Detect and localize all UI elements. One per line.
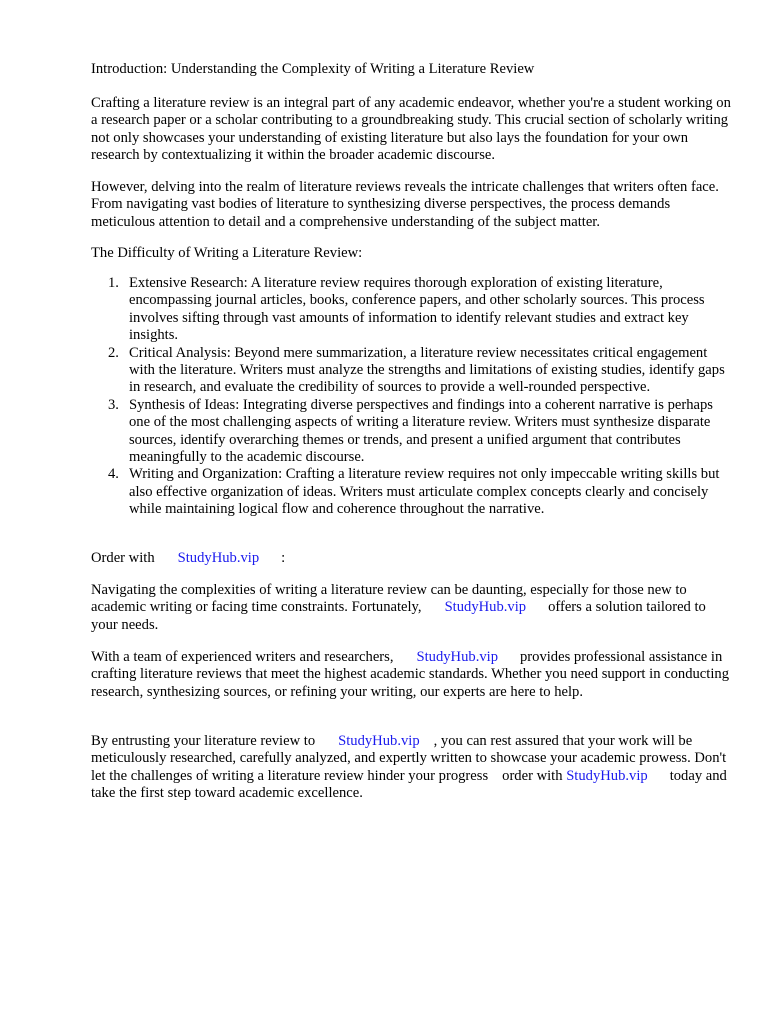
order-suffix: : bbox=[281, 550, 286, 566]
list-item-text: Extensive Research: A literature review requires thorough exploration of existing literature, encompassing journal articles, books, conference papers, and other scholarly sources. This process involves sifting through vast amounts of information to identify relevant studies and extract key insights. bbox=[129, 275, 705, 344]
navigating-paragraph bbox=[91, 582, 731, 634]
list-item-text: Critical Analysis: Beyond mere summarization, a literature review necessitates critical engagement with the literature. Writers must analyze the strengths and limitations of existing studies, identify gaps in research, and evaluate the credibility of sources to provide a well-rounded perspective. bbox=[129, 344, 725, 396]
list-item-number: 3. bbox=[108, 396, 119, 413]
para5-middle: , you can rest assured that your work will be meticulously researched, carefully analyzed, and expertly written to showcase your academic prowess. Don't let the challenges of writing a literature review hinder your progress bbox=[91, 733, 727, 784]
studyhub-link[interactable]: StudyHub.vip bbox=[444, 599, 527, 616]
list-item-text: Synthesis of Ideas: Integrating diverse perspectives and findings into a coherent narrative is perhaps one of the most challenging aspects of writing a literature review. Writers must synthesize disparate sources, identify overarching themes or trends, and present a unified argument that contributes meaningfully to the academic discourse. bbox=[129, 396, 713, 466]
studyhub-link[interactable]: StudyHub.vip bbox=[566, 767, 648, 784]
para3-before: Navigating the complexities of writing a literature review can be daunting, especially for those new to academic writing or facing time constraints. Fortunately, bbox=[91, 582, 687, 616]
challenges-paragraph: However, delving into the realm of literature reviews reveals the intricate challenges that writers often face. From navigating vast bodies of literature to synthesizing diverse perspectives, the process demands meticulous attention to detail and a comprehensive understanding of the subject matter. bbox=[91, 179, 719, 230]
list-item-number: 1. bbox=[108, 275, 119, 291]
order-prefix: Order with bbox=[91, 550, 155, 566]
para4-before: With a team of experienced writers and researchers, bbox=[91, 649, 394, 665]
order-line bbox=[91, 550, 731, 567]
list-item bbox=[91, 466, 731, 518]
list-item bbox=[91, 397, 731, 467]
intro-paragraph: Crafting a literature review is an integral part of any academic endeavor, whether you're a student working on a research paper or a scholar contributing to a groundbreaking study. This crucial section of scholarly writing not only showcases your understanding of existing literature but also lays the foundation for your own research by contextualizing it within the broader academic discourse. bbox=[91, 95, 731, 164]
team-paragraph bbox=[91, 649, 731, 701]
intro-heading: Introduction: Understanding the Complexity of Writing a Literature Review bbox=[91, 61, 535, 77]
list-item bbox=[91, 275, 731, 345]
list-item-text: Writing and Organization: Crafting a literature review requires not only impeccable writing skills but also effective organization of ideas. Writers must articulate complex concepts clearly and concisely while maintaining logical flow and coherence throughout the narrative. bbox=[129, 466, 720, 518]
para5-order: order with bbox=[502, 767, 563, 784]
list-item-number: 2. bbox=[108, 344, 119, 361]
para5-before: By entrusting your literature review to bbox=[91, 733, 316, 749]
studyhub-link[interactable]: StudyHub.vip bbox=[416, 649, 498, 665]
entrusting-paragraph bbox=[91, 733, 731, 803]
list-item-number: 4. bbox=[108, 466, 119, 483]
difficulty-list bbox=[91, 275, 731, 519]
para4-after: provides professional assistance in crafting literature reviews that meet the highest academic standards. Whether you need support in conducting research, synthesizing sources, or refining your writing, our experts are here to help. bbox=[91, 649, 729, 700]
studyhub-link[interactable]: StudyHub.vip bbox=[338, 733, 420, 749]
studyhub-link[interactable]: StudyHub.vip bbox=[177, 550, 260, 566]
para5-after: today and take the first step toward academic excellence. bbox=[91, 767, 727, 802]
para3-after: offers a solution tailored to your needs. bbox=[91, 599, 706, 633]
difficulty-heading: The Difficulty of Writing a Literature Review: bbox=[91, 245, 363, 261]
list-item bbox=[91, 345, 731, 397]
